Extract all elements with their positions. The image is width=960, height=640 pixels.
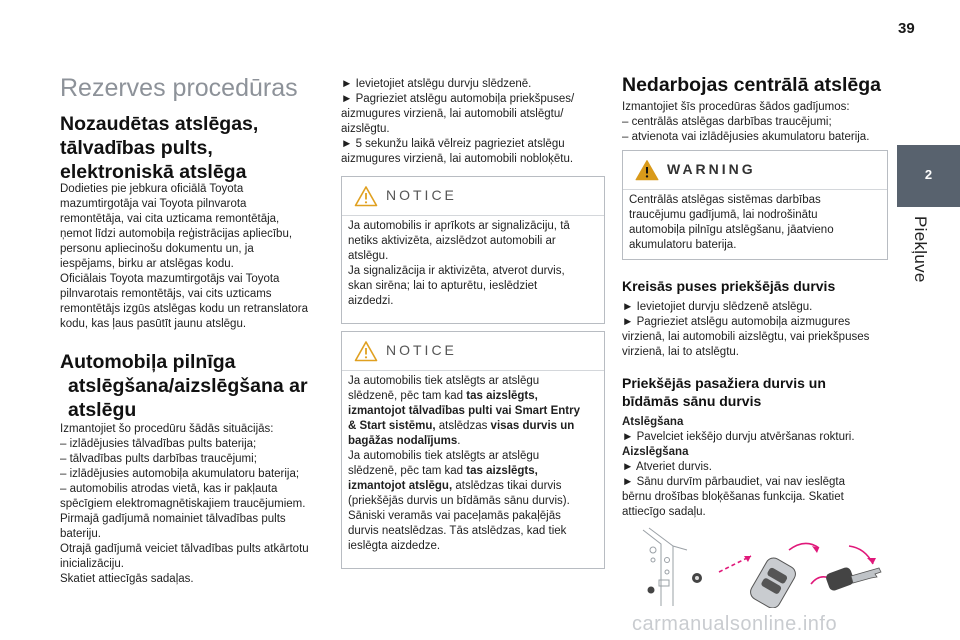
chapter-label: Piekļuve xyxy=(911,216,930,283)
warning-triangle-icon xyxy=(635,159,659,181)
heading-left-door: Kreisās puses priekšējās durvis xyxy=(622,278,836,294)
door-edge-drawing xyxy=(643,528,687,606)
notice-box-unlock xyxy=(341,331,605,569)
heading-central-lock: Nedarbojas centrālā atslēga xyxy=(622,74,882,96)
notice-title: NOTICE xyxy=(386,187,457,203)
key-steps: ► Ievietojiet atslēgu durvju slēdzenē. ► Pagrieziet atslēgu automobiļa priekšpuses/ aizmugures virzienā, lai automobili atslēgtu/ aizslēgtu. ► 5 sekunžu laikā vēlreiz pagrieziet atslēgu aizmugures virzienā, lai automobili nobloķētu. xyxy=(341,78,575,165)
lock-cylinder-icon xyxy=(648,573,703,594)
lost-key-text: Dodieties pie jebkura oficiālā Toyota mazumtirgotāja vai Toyota pilnvarota remontētāja, vai cita uzticama remontētāja, ņemot līdzi automobiļa reģistrācijas apliecību, personu apliecinošu dokumentu un, ja iespējams, birku ar atslēgas kodu. Oficiālais Toyota mazumtirgotājs vai Toyota pilnvarotais remontētājs, vai cits uzticams remontētājs izgūs atslēgas kodu un retranslatora kodu, kas ļaus pasūtīt jaunu atslēgu. xyxy=(60,183,309,330)
section-title: Rezerves procedūras xyxy=(60,74,298,102)
heading-lost-key: Nozaudētas atslēgas, tālvadības pults, elektroniskā atslēga xyxy=(60,113,259,183)
page-number: 39 xyxy=(898,20,915,37)
chapter-tab[interactable] xyxy=(897,145,960,207)
central-lock-text: Izmantojiet šīs procedūras šādos gadījumos: – centrālās atslēgas darbības traucējumi; – atvienota vai izlādējusies akumulatoru baterija. xyxy=(622,101,870,143)
door-lock-illustration xyxy=(639,520,889,608)
warning-title: WARNING xyxy=(667,161,756,177)
notice-text: Ja automobilis tiek atslēgts ar atslēgu slēdzenē, pēc tam kad tas aizslēgts, izmantojot tālvadības pulti vai Smart Entry & Start sistēmu, atslēdzas visas durvis un bagāžas nodalījums. Ja automobilis tiek atslēgts ar atslēgu slēdzenē, pēc tam kad tas aizslēgts, izmantojot atslēgu, atslēdzas tikai durvis (priekšējās durvis un bīdāmās sānu durvis). Sāniski veramās vai paceļamās pakaļējās durvis neatslēdzas. Tās atslēdzas, kad tiek ieslēgta aizdedze. xyxy=(348,375,580,552)
heading-passenger-doors: Priekšējās pasažiera durvis un bīdāmās sānu durvis xyxy=(622,375,826,409)
chapter-number: 2 xyxy=(924,167,933,182)
warning-text: Centrālās atslēgas sistēmas darbības traucējumu gadījumā, lai nodrošinātu automobiļa pilnīgu atslēgšanu, jāatvieno akumulatoru baterija. xyxy=(629,194,834,251)
warning-triangle-icon xyxy=(354,340,378,362)
passenger-doors-text: Atslēgšana ► Pavelciet iekšējo durvju atvēršanas rokturi. Aizslēgšana ► Atveriet durvis. ► Sānu durvīm pārbaudiet, vai nav ieslēgta bērnu drošības bloķēšanas funkcija. Skatiet attiecīgo sadaļu. xyxy=(622,416,855,518)
notice-box-alarm xyxy=(341,176,605,324)
notice-text: Ja automobilis ir aprīkots ar signalizāciju, tā netiks aktivizēta, aizslēdzot automobili ar atslēgu. Ja signalizācija ir aktivizēta, atverot durvis, skan sirēna; lai to apturētu, ieslēdziet aizdedzi. xyxy=(348,220,570,307)
locking-label: Atslēgšana xyxy=(622,416,684,428)
warning-triangle-icon xyxy=(354,185,378,207)
warning-box xyxy=(622,150,888,260)
left-door-text: ► Ievietojiet durvju slēdzenē atslēgu. ► Pagrieziet atslēgu automobiļa aizmugures virzienā, lai automobili aizslēgtu, vai priekšpuses virzienā, lai to atslēgtu. xyxy=(622,301,870,358)
key-fob-icon xyxy=(748,555,799,608)
watermark: carmanualsonline.info xyxy=(632,613,838,635)
key-icon xyxy=(825,566,881,592)
full-lock-text: Izmantojiet šo procedūru šādās situācijās: – izlādējusies tālvadības pults baterija; – tālvadības pults darbības traucējumi; – izlādējusies automobiļa akumulatoru baterija; – automobilis atrodas vietā, kas ir pakļauta spēcīgiem elektromagnētiskajiem traucējumiem. Pirmajā gadījumā nomainiet tālvadības pults bateriju. Otrajā gadījumā veiciet tālvadības pults atkārtotu inicializāciju. Skatiet attiecīgās sadaļas. xyxy=(60,423,309,585)
heading-full-lock: Automobiļa pilnīga atslēgšana/aizslēgšana ar atslēgu xyxy=(60,351,308,421)
notice-title: NOTICE xyxy=(386,342,457,358)
unlocking-label: Aizslēgšana xyxy=(622,446,689,458)
